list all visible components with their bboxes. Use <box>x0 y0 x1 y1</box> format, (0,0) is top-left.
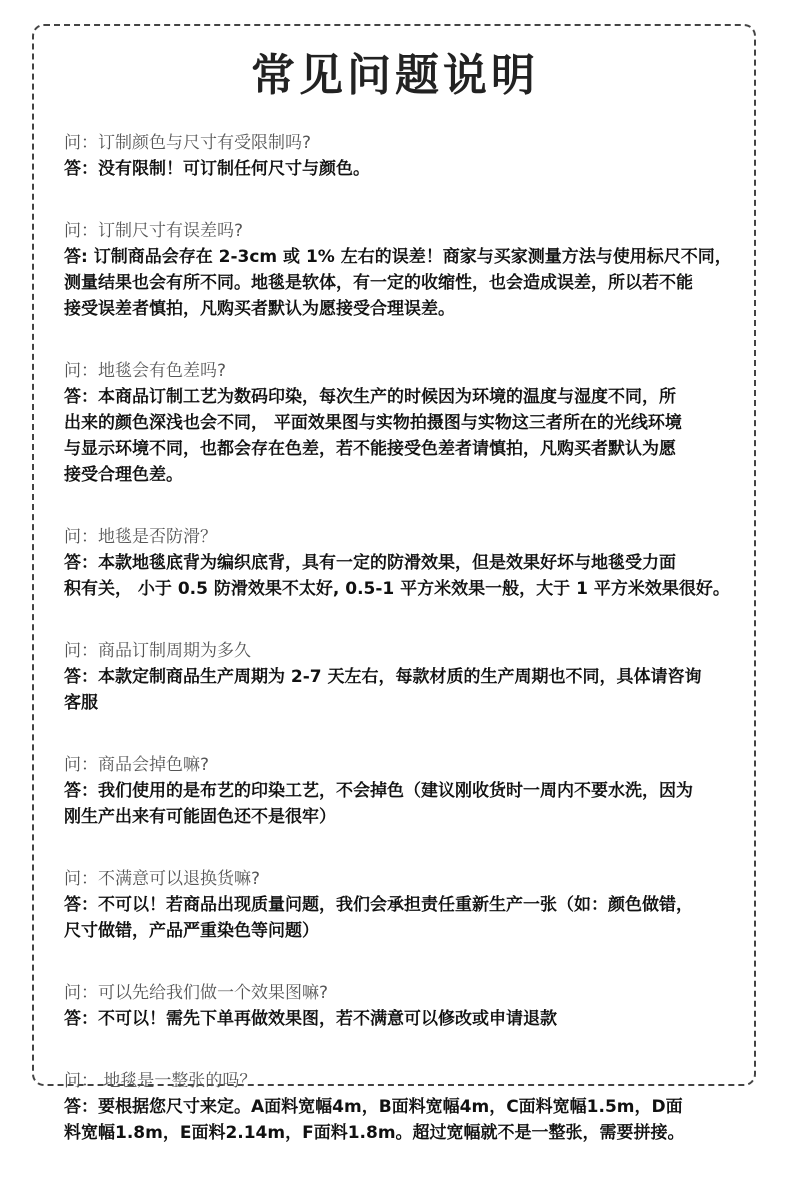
faq-list <box>64 130 734 1182</box>
faq-answer-line: 与显示环境不同，也都会存在色差，若不能接受色差者请慎拍，凡购买者默认为愿 <box>64 439 676 459</box>
faq-answer-line: 答：本商品订制工艺为数码印染，每次生产的时候因为环境的温度与湿度不同，所 <box>64 387 676 407</box>
faq-item <box>64 638 734 716</box>
faq-item <box>64 218 734 322</box>
faq-answer-line: 接受合理色差。 <box>64 465 183 485</box>
faq-answer <box>64 244 734 322</box>
faq-answer <box>64 892 734 944</box>
faq-answer-line: 答：本款定制商品生产周期为 2-7 天左右，每款材质的生产周期也不同，具体请咨询 <box>64 667 702 687</box>
faq-answer-line: 答：我们使用的是布艺的印染工艺，不会掉色（建议刚收货时一周内不要水洗，因为 <box>64 781 693 801</box>
faq-answer-line: 出来的颜色深浅也会不同， 平面效果图与实物拍摄图与实物这三者所在的光线环境 <box>64 413 682 433</box>
faq-question: 问：地毯是否防滑？ <box>64 527 217 547</box>
faq-question: 问：商品订制周期为多久 <box>64 641 251 661</box>
faq-question: 问：订制颜色与尺寸有受限制吗? <box>64 133 312 153</box>
faq-answer <box>64 1006 734 1032</box>
faq-item <box>64 358 734 488</box>
faq-answer-line: 积有关， 小于 0.5 防滑效果不太好, 0.5-1 平方米效果一般，大于 1 平方米效果很好。 <box>64 579 730 599</box>
faq-question: 问：订制尺寸有误差吗? <box>64 221 244 241</box>
faq-answer-line: 测量结果也会有所不同。地毯是软体，有一定的收缩性，也会造成误差，所以若不能 <box>64 273 693 293</box>
faq-answer <box>64 384 734 488</box>
faq-answer-line: 接受误差者慎拍，凡购买者默认为愿接受合理误差。 <box>64 299 455 319</box>
faq-question: 问：可以先给我们做一个效果图嘛? <box>64 983 329 1003</box>
faq-item <box>64 524 734 602</box>
page-title: 常见问题说明 <box>251 50 539 101</box>
faq-answer-line: 答: 订制商品会存在 2-3cm 或 1% 左右的误差！商家与买家测量方法与使用标尺不同， <box>64 247 732 267</box>
faq-question: 问：不满意可以退换货嘛? <box>64 869 261 889</box>
faq-answer <box>64 778 734 830</box>
faq-answer-line: 答：没有限制！可订制任何尺寸与颜色。 <box>64 159 370 179</box>
faq-answer <box>64 550 734 602</box>
faq-item <box>64 866 734 944</box>
faq-answer-line: 答：不可以！若商品出现质量问题，我们会承担责任重新生产一张（如：颜色做错， <box>64 895 693 915</box>
faq-question: 问： 地毯是一整张的吗？ <box>64 1071 257 1091</box>
faq-answer-line: 刚生产出来有可能固色还不是很牢） <box>64 807 336 827</box>
faq-item <box>64 752 734 830</box>
faq-answer-line: 尺寸做错，产品严重染色等问题） <box>64 921 319 941</box>
faq-answer <box>64 156 734 182</box>
faq-answer <box>64 1094 734 1146</box>
faq-item <box>64 980 734 1032</box>
faq-answer-line: 答：本款地毯底背为编织底背，具有一定的防滑效果，但是效果好坏与地毯受力面 <box>64 553 676 573</box>
faq-answer-line: 料宽幅1.8m，E面料2.14m，F面料1.8m。超过宽幅就不是一整张，需要拼接。 <box>64 1123 685 1143</box>
faq-answer-line: 客服 <box>64 693 98 713</box>
faq-item <box>64 1068 734 1146</box>
faq-answer <box>64 664 734 716</box>
faq-question: 问：地毯会有色差吗? <box>64 361 227 381</box>
faq-question: 问：商品会掉色嘛? <box>64 755 210 775</box>
faq-answer-line: 答：要根据您尺寸来定。A面料宽幅4m，B面料宽幅4m，C面料宽幅1.5m，D面 <box>64 1097 683 1117</box>
faq-answer-line: 答：不可以！需先下单再做效果图，若不满意可以修改或申请退款 <box>64 1009 557 1029</box>
faq-item <box>64 130 734 182</box>
